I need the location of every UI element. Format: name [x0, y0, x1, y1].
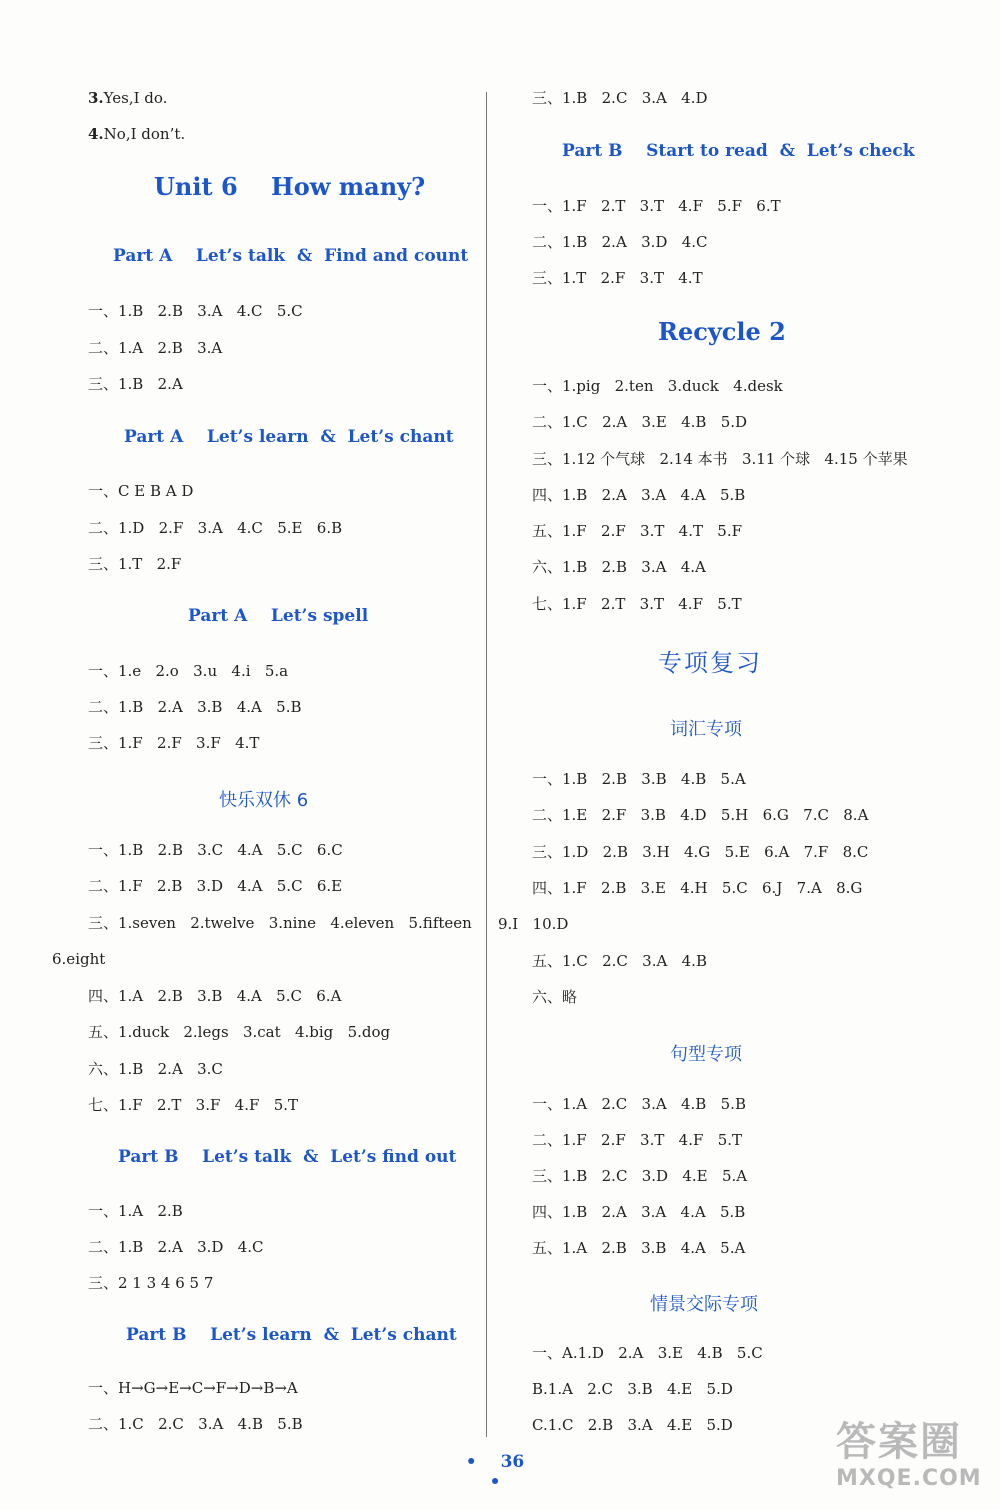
answer-line: 三、1.B 2.A	[88, 375, 183, 393]
watermark-top-text: 答案圈	[836, 1419, 962, 1465]
answer-line: 三、1.F 2.F 3.F 4.T	[88, 734, 260, 752]
answer-line: 一、1.B 2.B 3.A 4.C 5.C	[88, 302, 303, 320]
section-heading: Part A Let’s talk & Find and count	[113, 246, 469, 266]
answer-line: 一、C E B A D	[88, 482, 194, 500]
answer-line: 9.I 10.D	[498, 915, 569, 933]
section-heading: Part B Let’s learn & Let’s chant	[126, 1325, 457, 1345]
section-heading: Part B Let’s talk & Let’s find out	[118, 1147, 457, 1167]
section-heading: 情景交际专项	[650, 1294, 758, 1315]
answer-line: 三、1.B 2.C 3.A 4.D	[532, 89, 708, 107]
answer-line: 一、A.1.D 2.A 3.E 4.B 5.C	[532, 1344, 763, 1362]
section-heading: 快乐双休 6	[219, 790, 309, 811]
answer-line: 二、1.F 2.F 3.T 4.F 5.T	[532, 1131, 743, 1149]
answer-line: 一、1.A 2.C 3.A 4.B 5.B	[532, 1095, 746, 1113]
section-heading: Part A Let’s learn & Let’s chant	[124, 427, 454, 447]
answer-line: 四、1.B 2.A 3.A 4.A 5.B	[532, 1203, 746, 1221]
answer-line: 二、1.B 2.A 3.B 4.A 5.B	[88, 698, 302, 716]
watermark-bottom-text: MXQE.COM	[836, 1466, 982, 1491]
answer-line: 三、1.T 2.F	[88, 555, 182, 573]
section-heading: 句型专项	[670, 1044, 742, 1065]
answer-line: 一、1.B 2.B 3.B 4.B 5.A	[532, 770, 746, 788]
answer-line: 二、1.F 2.B 3.D 4.A 5.C 6.E	[88, 877, 343, 895]
unit-title: Recycle 2	[658, 317, 786, 346]
section-title: 专项复习	[658, 649, 762, 677]
column-divider	[486, 92, 487, 1437]
answer-line: 三、1.T 2.F 3.T 4.T	[532, 269, 703, 287]
unit-title: Unit 6 How many?	[154, 172, 426, 201]
answer-line: 七、1.F 2.T 3.T 4.F 5.T	[532, 595, 742, 613]
answer-line: 二、1.C 2.A 3.E 4.B 5.D	[532, 413, 748, 431]
answer-line: 一、1.pig 2.ten 3.duck 4.desk	[532, 377, 783, 395]
answer-line: 五、1.C 2.C 3.A 4.B	[532, 952, 707, 970]
answer-line: 三、1.12 个气球 2.14 本书 3.11 个球 4.15 个苹果	[532, 450, 908, 468]
site-watermark-logo	[836, 1418, 996, 1504]
answer-line: 五、1.F 2.F 3.T 4.T 5.F	[532, 522, 743, 540]
section-heading: 词汇专项	[670, 719, 742, 740]
answer-line: 二、1.C 2.C 3.A 4.B 5.B	[88, 1415, 303, 1433]
answer-line: 三、2 1 3 4 6 5 7	[88, 1274, 214, 1292]
answer-line: 一、1.B 2.B 3.C 4.A 5.C 6.C	[88, 841, 343, 859]
answer-line: 二、1.D 2.F 3.A 4.C 5.E 6.B	[88, 519, 343, 537]
answer-line: 四、1.F 2.B 3.E 4.H 5.C 6.J 7.A 8.G	[532, 879, 863, 897]
answer-line: 4.No,I don’t.	[88, 125, 186, 143]
answer-line: 四、1.B 2.A 3.A 4.A 5.B	[532, 486, 746, 504]
answer-line: 四、1.A 2.B 3.B 4.A 5.C 6.A	[88, 987, 342, 1005]
answer-line: 五、1.duck 2.legs 3.cat 4.big 5.dog	[88, 1023, 391, 1041]
answer-line: 一、1.A 2.B	[88, 1202, 183, 1220]
answer-line: 三、1.seven 2.twelve 3.nine 4.eleven 5.fifteen	[88, 914, 472, 932]
answer-line: 二、1.E 2.F 3.B 4.D 5.H 6.G 7.C 8.A	[532, 806, 869, 824]
section-heading: Part B Start to read & Let’s check	[562, 141, 915, 161]
answer-line: 二、1.B 2.A 3.D 4.C	[88, 1238, 264, 1256]
answer-line: 六、略	[532, 988, 578, 1006]
answer-line: 一、H→G→E→C→F→D→B→A	[88, 1379, 298, 1397]
answer-line: 三、1.D 2.B 3.H 4.G 5.E 6.A 7.F 8.C	[532, 843, 869, 861]
answer-line: 二、1.B 2.A 3.D 4.C	[532, 233, 708, 251]
answer-line: 六、1.B 2.A 3.C	[88, 1060, 223, 1078]
answer-line: 二、1.A 2.B 3.A	[88, 339, 223, 357]
answer-line: C.1.C 2.B 3.A 4.E 5.D	[532, 1416, 733, 1434]
answer-line: B.1.A 2.C 3.B 4.E 5.D	[532, 1380, 733, 1398]
answer-line: 三、1.B 2.C 3.D 4.E 5.A	[532, 1167, 748, 1185]
answer-line: 一、1.F 2.T 3.T 4.F 5.F 6.T	[532, 197, 781, 215]
answer-line: 6.eight	[52, 950, 106, 968]
answer-line: 一、1.e 2.o 3.u 4.i 5.a	[88, 662, 289, 680]
answer-line: 五、1.A 2.B 3.B 4.A 5.A	[532, 1239, 746, 1257]
answer-line: 3.Yes,I do.	[88, 89, 168, 107]
section-heading: Part A Let’s spell	[188, 606, 369, 626]
page-number: • 36•	[465, 1452, 525, 1492]
answer-line: 六、1.B 2.B 3.A 4.A	[532, 558, 706, 576]
answer-line: 七、1.F 2.T 3.F 4.F 5.T	[88, 1096, 299, 1114]
